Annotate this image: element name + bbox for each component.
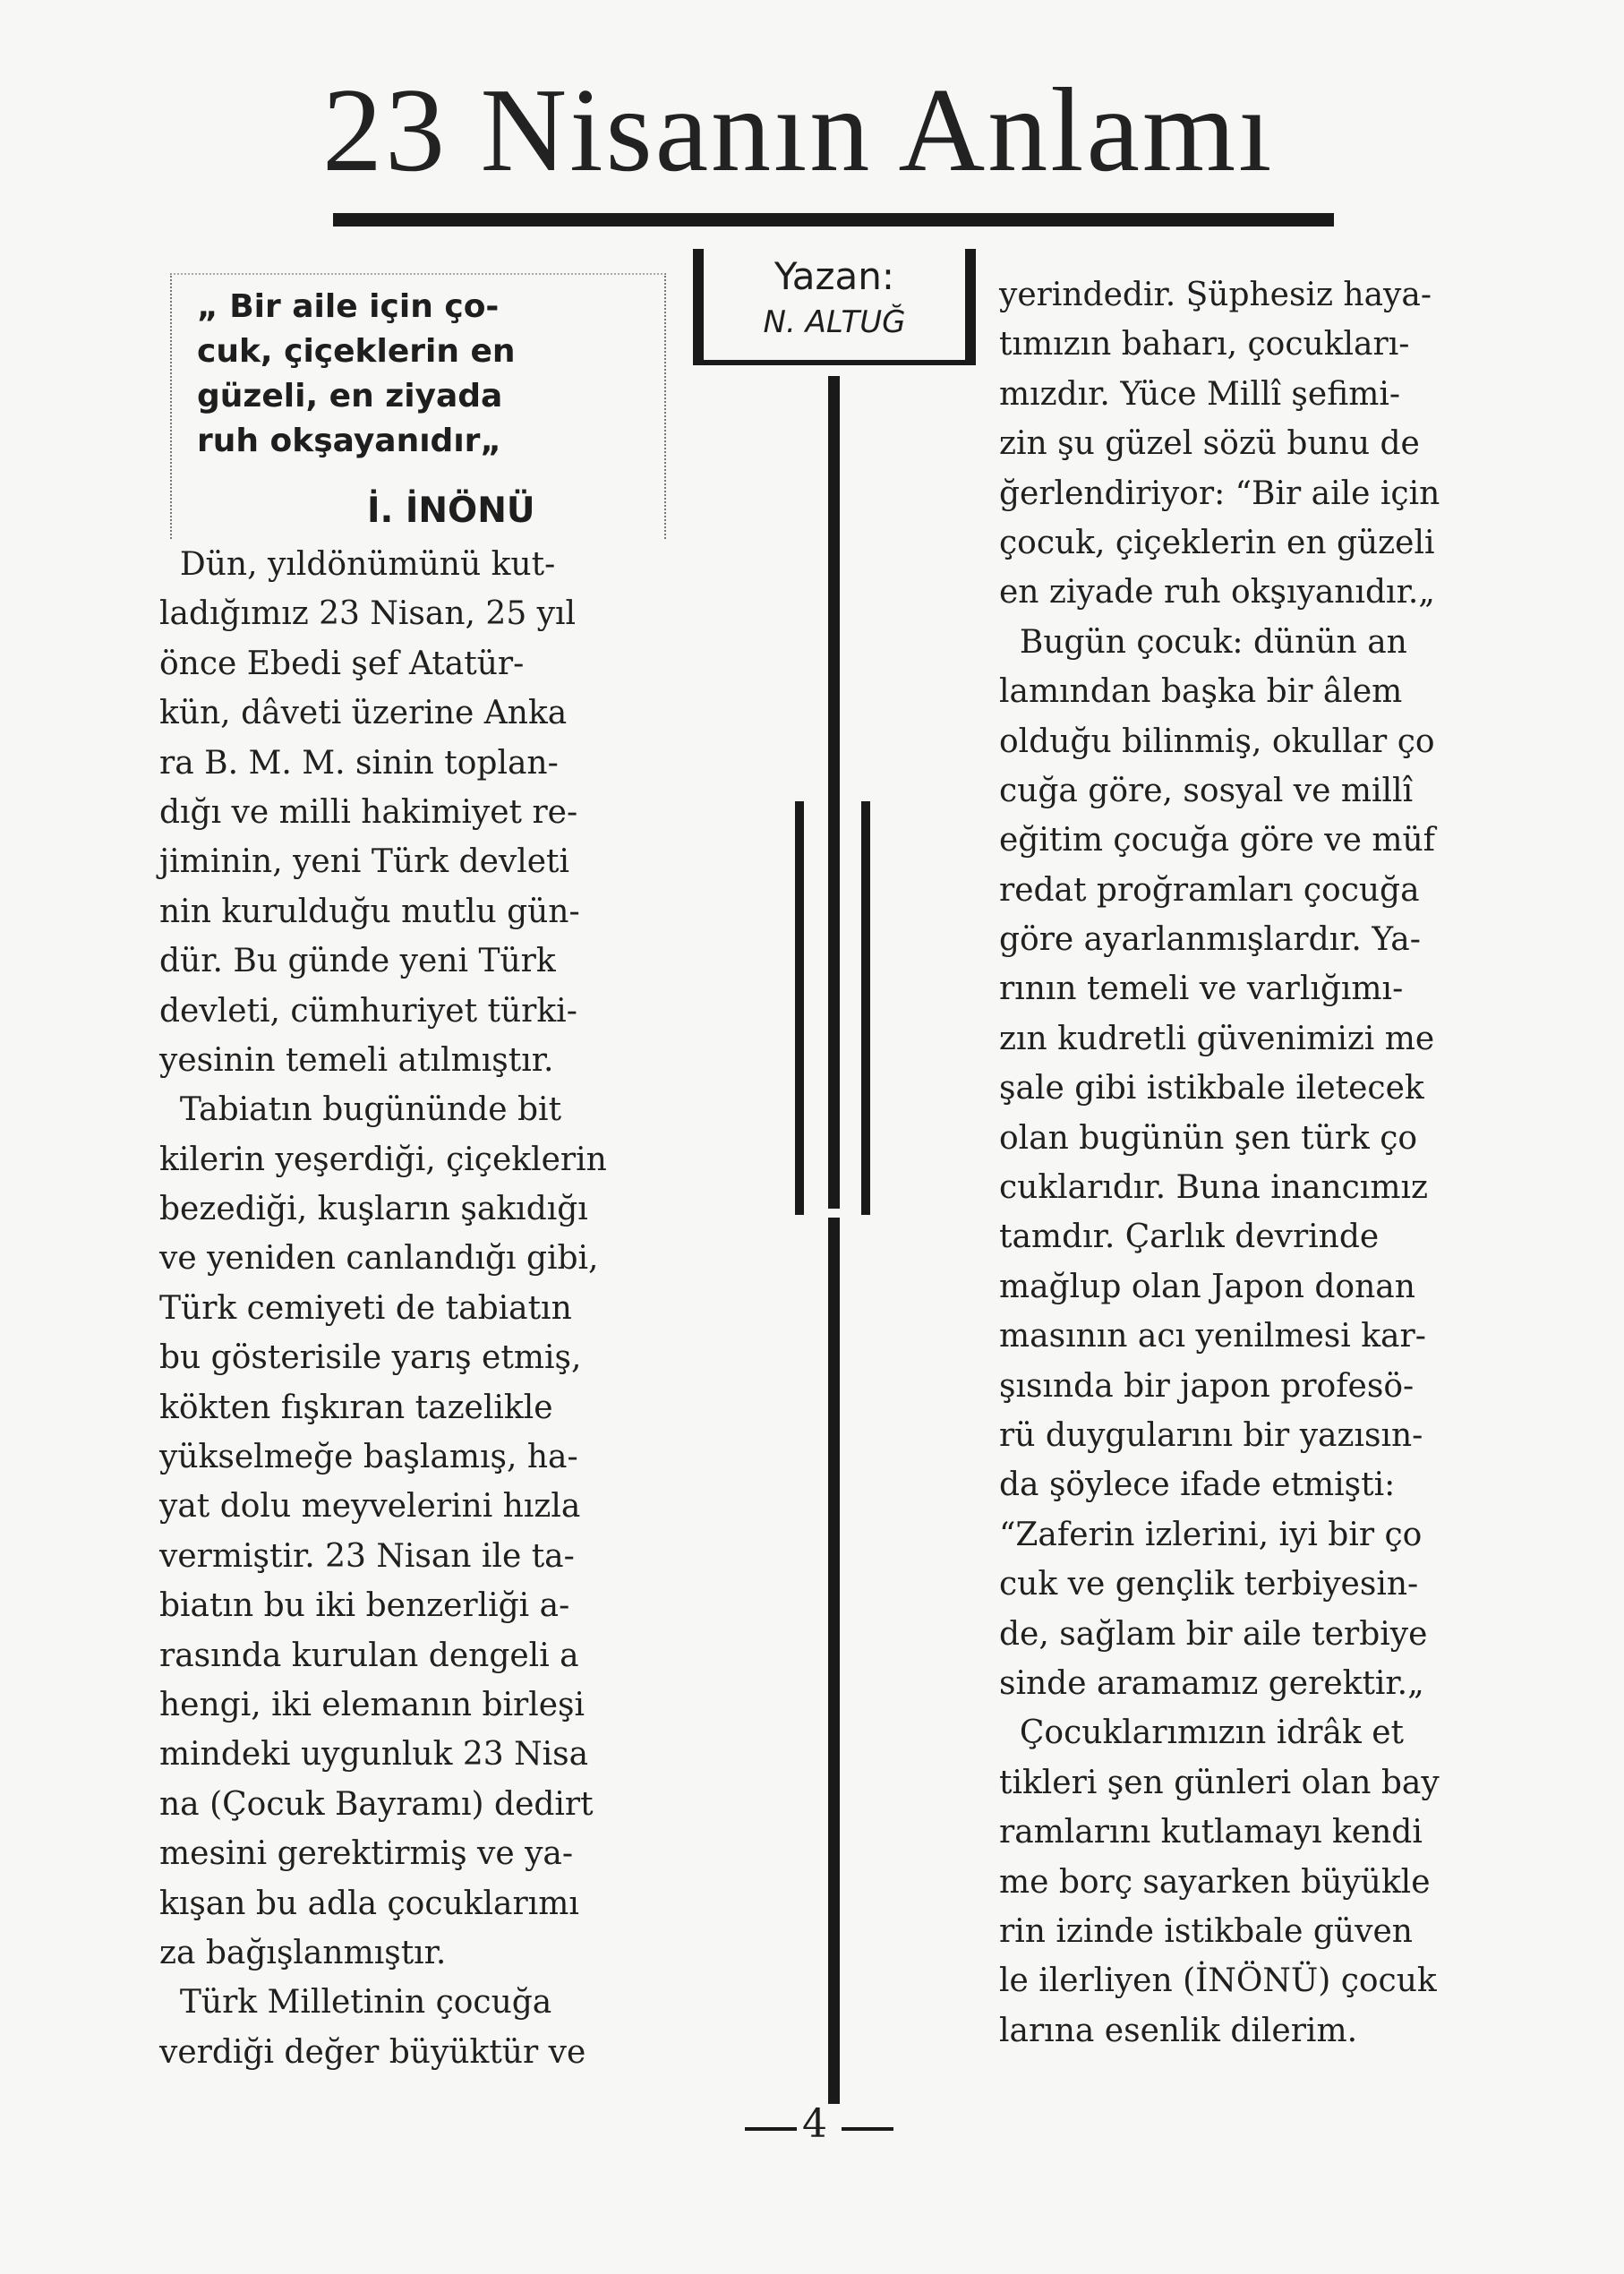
text-line: ladığımız 23 Nisan, 25 yıl: [159, 595, 577, 633]
text-line: kilerin yeşerdiği, çiçeklerin: [159, 1141, 607, 1178]
text-line: lamından başka bir âlem: [999, 673, 1403, 711]
byline-author: N. ALTUĞ: [763, 304, 906, 340]
text-line: şısında bir japon profesö-: [999, 1367, 1415, 1405]
text-line: devleti, cümhuriyet türki-: [159, 992, 577, 1030]
text-line: za bağışlanmıştır.: [159, 1934, 447, 1971]
text-line: tikleri şen günleri olan bay: [999, 1764, 1440, 1801]
text-line: eğitim çocuğa göre ve müf: [999, 822, 1435, 859]
text-line: cuğa göre, sosyal ve millî: [999, 772, 1414, 809]
quote-line: güzeli, en ziyada: [197, 378, 503, 415]
text-line: yükselmeğe başlamış, ha-: [159, 1439, 578, 1476]
text-line: masının acı yenilmesi kar-: [999, 1318, 1426, 1355]
article-title: 23 Nisanın Anlamı: [322, 64, 1275, 196]
quote-author: İ. İNÖNÜ: [367, 491, 535, 531]
text-line: mesini gerektirmiş ve ya-: [159, 1835, 574, 1873]
title-rule: [333, 213, 1334, 227]
text-line: mızdır. Yüce Millî şefimi-: [999, 375, 1401, 413]
text-line: Çocuklarımızın idrâk et: [999, 1714, 1404, 1752]
page-number: 4: [802, 2101, 827, 2147]
text-line: rü duygularını bir yazısın-: [999, 1416, 1423, 1454]
text-line: ra B. M. M. sinin toplan-: [159, 744, 559, 782]
text-line: zin şu güzel sözü bunu de: [999, 425, 1420, 463]
text-line: biatın bu iki benzerliği a-: [159, 1587, 570, 1625]
right-column: [999, 270, 1554, 2056]
text-line: bezediği, kuşların şakıdığı: [159, 1191, 588, 1228]
text-line: yerindedir. Şüphesiz haya-: [999, 277, 1432, 313]
text-line: olan bugünün şen türk ço: [999, 1119, 1418, 1157]
text-line: ve yeniden canlandığı gibi,: [159, 1240, 599, 1278]
text-line: rin izinde istikbale güven: [999, 1912, 1413, 1950]
text-line: önce Ebedi şef Atatür-: [159, 645, 525, 682]
text-line: nin kurulduğu mutlu gün-: [159, 893, 580, 930]
text-line: Dün, yıldönümünü kut-: [159, 546, 556, 583]
text-line: kün, dâveti üzerine Anka: [159, 695, 568, 732]
text-line: çocuk, çiçeklerin en güzeli: [999, 524, 1435, 561]
text-line: göre ayarlanmışlardır. Ya-: [999, 921, 1421, 959]
text-line: da şöylece ifade etmişti:: [999, 1466, 1396, 1504]
text-line: Tabiatın bugününde bit: [159, 1091, 562, 1129]
text-line: “Zaferin izlerini, iyi bir ço: [999, 1516, 1423, 1553]
text-line: ramlarını kutlamayı kendi: [999, 1814, 1423, 1851]
text-line: kökten fışkıran tazelikle: [159, 1389, 553, 1426]
column-rule: [828, 376, 840, 1209]
text-line: hengi, iki elemanın birleşi: [159, 1686, 585, 1723]
quote-line: ruh okşayanıdır„: [197, 423, 502, 459]
text-line: mağlup olan Japon donan: [999, 1268, 1415, 1305]
text-line: cuklarıdır. Buna inancımız: [999, 1169, 1428, 1207]
text-line: kışan bu adla çocuklarımı: [159, 1885, 579, 1922]
text-line: olduğu bilinmiş, okullar ço: [999, 722, 1435, 760]
quote-line: „ Bir aile için ço-: [197, 288, 500, 325]
column-rule: [828, 1218, 840, 2104]
text-line: vermiştir. 23 Nisan ile ta-: [159, 1537, 575, 1575]
text-line: rının temeli ve varlığımı-: [999, 970, 1404, 1008]
text-line: me borç sayarken büyükle: [999, 1863, 1431, 1901]
text-line: bu gösterisile yarış etmiş,: [159, 1339, 582, 1377]
text-line: yat dolu meyvelerini hızla: [159, 1488, 581, 1526]
text-line: mindeki uygunluk 23 Nisa: [159, 1736, 589, 1774]
text-line: redat proğramları çocuğa: [999, 871, 1420, 909]
text-line: tamdır. Çarlık devrinde: [999, 1218, 1380, 1256]
quote-line: cuk, çiçeklerin en: [197, 333, 516, 370]
text-line: cuk ve gençlik terbiyesin-: [999, 1566, 1419, 1603]
text-line: Bugün çocuk: dünün an: [999, 623, 1407, 661]
text-line: verdiği değer büyüktür ve: [159, 2033, 586, 2071]
text-line: şale gibi istikbale iletecek: [999, 1070, 1424, 1107]
text-line: na (Çocuk Bayramı) dedirt: [159, 1785, 594, 1823]
byline-box: [693, 249, 976, 365]
text-line: rasında kurulan dengeli a: [159, 1637, 579, 1674]
left-column: [159, 540, 661, 2077]
text-line: ğerlendiriyor: “Bir aile için: [999, 474, 1440, 512]
text-line: larına esenlik dilerim.: [999, 2012, 1358, 2049]
text-line: en ziyade ruh okşıyanıdır.„: [999, 574, 1435, 611]
pull-quote: [197, 285, 645, 464]
text-line: jiminin, yeni Türk devleti: [159, 843, 570, 881]
text-line: Türk cemiyeti de tabiatın: [159, 1289, 572, 1327]
byline-label: Yazan:: [774, 254, 895, 298]
text-line: le ilerliyen (İNÖNÜ) çocuk: [999, 1962, 1437, 2000]
text-line: dığı ve milli hakimiyet re-: [159, 793, 578, 831]
page-number-dash: [842, 2127, 893, 2131]
text-line: dür. Bu günde yeni Türk: [159, 943, 556, 980]
text-line: de, sağlam bir aile terbiye: [999, 1615, 1428, 1653]
text-line: yesinin temeli atılmıştır.: [159, 1041, 554, 1079]
text-line: sinde aramamız gerektir.„: [999, 1664, 1424, 1702]
text-line: zın kudretli güvenimizi me: [999, 1020, 1435, 1057]
text-line: Türk Milletinin çocuğa: [159, 1984, 552, 2022]
column-rule: [861, 801, 870, 1215]
column-rule: [795, 801, 804, 1215]
text-line: tımızın baharı, çocukları-: [999, 326, 1410, 363]
